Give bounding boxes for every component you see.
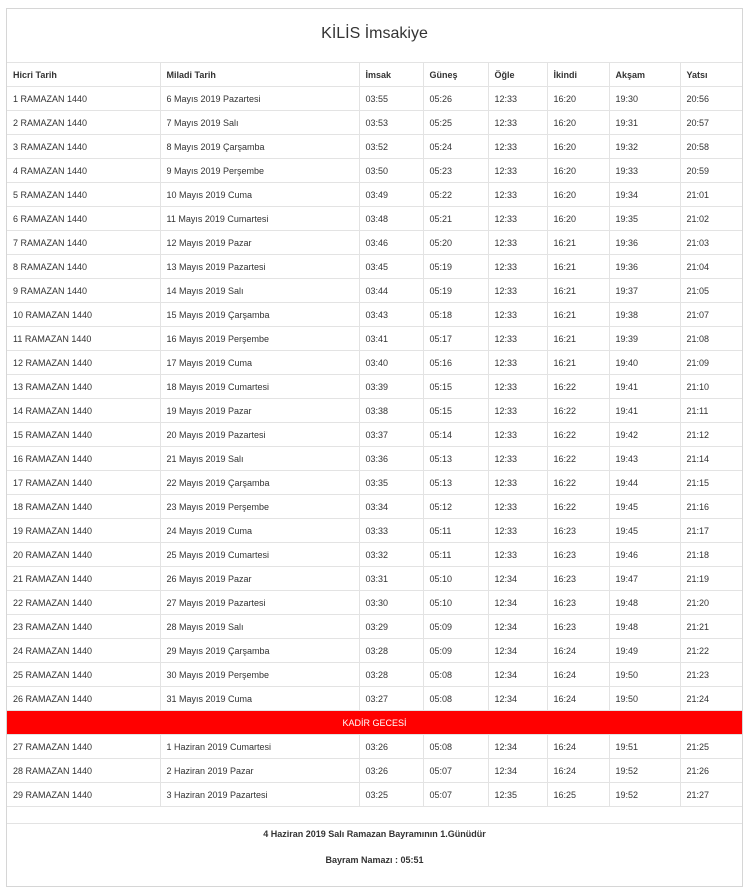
miladi-tarih-cell: 10 Mayıs 2019 Cuma bbox=[160, 183, 359, 207]
ikindi-cell: 16:23 bbox=[547, 543, 609, 567]
table-row bbox=[7, 231, 742, 255]
ogle-cell: 12:33 bbox=[488, 255, 547, 279]
gunes-cell: 05:07 bbox=[423, 783, 488, 807]
hicri-tarih-cell: 5 RAMAZAN 1440 bbox=[7, 183, 160, 207]
yatsi-cell: 21:10 bbox=[680, 375, 742, 399]
ikindi-cell: 16:21 bbox=[547, 303, 609, 327]
yatsi-cell: 21:22 bbox=[680, 639, 742, 663]
yatsi-cell: 21:12 bbox=[680, 423, 742, 447]
ogle-cell: 12:34 bbox=[488, 615, 547, 639]
aksam-cell: 19:31 bbox=[609, 111, 680, 135]
miladi-tarih-cell: 3 Haziran 2019 Pazartesi bbox=[160, 783, 359, 807]
ikindi-cell: 16:21 bbox=[547, 231, 609, 255]
imsak-cell: 03:43 bbox=[359, 303, 423, 327]
yatsi-cell: 20:57 bbox=[680, 111, 742, 135]
ikindi-cell: 16:22 bbox=[547, 471, 609, 495]
imsak-cell: 03:30 bbox=[359, 591, 423, 615]
gunes-cell: 05:13 bbox=[423, 447, 488, 471]
page-title: KİLİS İmsakiye bbox=[321, 25, 428, 42]
ogle-cell: 12:33 bbox=[488, 447, 547, 471]
imsak-cell: 03:53 bbox=[359, 111, 423, 135]
gunes-cell: 05:19 bbox=[423, 255, 488, 279]
hicri-tarih-cell: 3 RAMAZAN 1440 bbox=[7, 135, 160, 159]
aksam-cell: 19:51 bbox=[609, 735, 680, 759]
hicri-tarih-cell: 4 RAMAZAN 1440 bbox=[7, 159, 160, 183]
empty-cell bbox=[7, 807, 742, 831]
yatsi-cell: 21:24 bbox=[680, 687, 742, 711]
ogle-cell: 12:34 bbox=[488, 663, 547, 687]
ikindi-cell: 16:21 bbox=[547, 279, 609, 303]
hicri-tarih-cell: 6 RAMAZAN 1440 bbox=[7, 207, 160, 231]
miladi-tarih-cell: 7 Mayıs 2019 Salı bbox=[160, 111, 359, 135]
miladi-tarih-cell: 30 Mayıs 2019 Perşembe bbox=[160, 663, 359, 687]
ikindi-cell: 16:20 bbox=[547, 135, 609, 159]
ogle-cell: 12:35 bbox=[488, 783, 547, 807]
ogle-cell: 12:33 bbox=[488, 207, 547, 231]
yatsi-cell: 21:03 bbox=[680, 231, 742, 255]
hicri-tarih-cell: 22 RAMAZAN 1440 bbox=[7, 591, 160, 615]
yatsi-cell: 21:18 bbox=[680, 543, 742, 567]
ikindi-cell: 16:24 bbox=[547, 687, 609, 711]
imsak-cell: 03:38 bbox=[359, 399, 423, 423]
miladi-tarih-cell: 1 Haziran 2019 Cumartesi bbox=[160, 735, 359, 759]
imsak-cell: 03:31 bbox=[359, 567, 423, 591]
bayram-day-text: 4 Haziran 2019 Salı Ramazan Bayramının 1.Günüdür bbox=[263, 829, 486, 839]
imsak-cell: 03:28 bbox=[359, 639, 423, 663]
hicri-tarih-cell: 1 RAMAZAN 1440 bbox=[7, 87, 160, 111]
imsak-cell: 03:46 bbox=[359, 231, 423, 255]
aksam-cell: 19:48 bbox=[609, 591, 680, 615]
table-row bbox=[7, 87, 742, 111]
yatsi-cell: 21:16 bbox=[680, 495, 742, 519]
yatsi-cell: 21:11 bbox=[680, 399, 742, 423]
miladi-tarih-cell: 24 Mayıs 2019 Cuma bbox=[160, 519, 359, 543]
aksam-cell: 19:46 bbox=[609, 543, 680, 567]
hicri-tarih-cell: 27 RAMAZAN 1440 bbox=[7, 735, 160, 759]
hicri-tarih-cell: 24 RAMAZAN 1440 bbox=[7, 639, 160, 663]
aksam-cell: 19:50 bbox=[609, 663, 680, 687]
aksam-cell: 19:42 bbox=[609, 423, 680, 447]
table-row bbox=[7, 255, 742, 279]
ikindi-cell: 16:21 bbox=[547, 255, 609, 279]
imsakiye-table bbox=[7, 62, 742, 831]
gunes-cell: 05:07 bbox=[423, 759, 488, 783]
yatsi-cell: 21:08 bbox=[680, 327, 742, 351]
table-row bbox=[7, 399, 742, 423]
ikindi-cell: 16:20 bbox=[547, 183, 609, 207]
ogle-cell: 12:33 bbox=[488, 279, 547, 303]
column-header-miladi-tarih: Miladi Tarih bbox=[160, 63, 359, 87]
aksam-cell: 19:43 bbox=[609, 447, 680, 471]
imsak-cell: 03:39 bbox=[359, 375, 423, 399]
imsak-cell: 03:28 bbox=[359, 663, 423, 687]
ogle-cell: 12:34 bbox=[488, 759, 547, 783]
imsak-cell: 03:41 bbox=[359, 327, 423, 351]
gunes-cell: 05:21 bbox=[423, 207, 488, 231]
ogle-cell: 12:33 bbox=[488, 111, 547, 135]
gunes-cell: 05:08 bbox=[423, 663, 488, 687]
kadir-gecesi-label: KADİR GECESİ bbox=[7, 711, 742, 735]
aksam-cell: 19:48 bbox=[609, 615, 680, 639]
yatsi-cell: 20:58 bbox=[680, 135, 742, 159]
hicri-tarih-cell: 13 RAMAZAN 1440 bbox=[7, 375, 160, 399]
aksam-cell: 19:52 bbox=[609, 759, 680, 783]
hicri-tarih-cell: 12 RAMAZAN 1440 bbox=[7, 351, 160, 375]
aksam-cell: 19:49 bbox=[609, 639, 680, 663]
column-header-yatsi: Yatsı bbox=[680, 63, 742, 87]
hicri-tarih-cell: 20 RAMAZAN 1440 bbox=[7, 543, 160, 567]
miladi-tarih-cell: 9 Mayıs 2019 Perşembe bbox=[160, 159, 359, 183]
gunes-cell: 05:15 bbox=[423, 375, 488, 399]
column-header-aksam: Akşam bbox=[609, 63, 680, 87]
yatsi-cell: 21:17 bbox=[680, 519, 742, 543]
hicri-tarih-cell: 21 RAMAZAN 1440 bbox=[7, 567, 160, 591]
ogle-cell: 12:33 bbox=[488, 183, 547, 207]
ikindi-cell: 16:22 bbox=[547, 423, 609, 447]
yatsi-cell: 21:02 bbox=[680, 207, 742, 231]
hicri-tarih-cell: 14 RAMAZAN 1440 bbox=[7, 399, 160, 423]
yatsi-cell: 21:20 bbox=[680, 591, 742, 615]
ogle-cell: 12:33 bbox=[488, 423, 547, 447]
table-row bbox=[7, 735, 742, 759]
table-row bbox=[7, 543, 742, 567]
aksam-cell: 19:33 bbox=[609, 159, 680, 183]
table-row bbox=[7, 303, 742, 327]
table-row bbox=[7, 759, 742, 783]
ogle-cell: 12:34 bbox=[488, 591, 547, 615]
imsak-cell: 03:48 bbox=[359, 207, 423, 231]
table-row bbox=[7, 519, 742, 543]
miladi-tarih-cell: 28 Mayıs 2019 Salı bbox=[160, 615, 359, 639]
yatsi-cell: 21:21 bbox=[680, 615, 742, 639]
table-row bbox=[7, 351, 742, 375]
table-row bbox=[7, 783, 742, 807]
miladi-tarih-cell: 16 Mayıs 2019 Perşembe bbox=[160, 327, 359, 351]
gunes-cell: 05:24 bbox=[423, 135, 488, 159]
ikindi-cell: 16:20 bbox=[547, 207, 609, 231]
ikindi-cell: 16:22 bbox=[547, 375, 609, 399]
ikindi-cell: 16:21 bbox=[547, 327, 609, 351]
yatsi-cell: 21:23 bbox=[680, 663, 742, 687]
ogle-cell: 12:34 bbox=[488, 639, 547, 663]
ikindi-cell: 16:23 bbox=[547, 519, 609, 543]
gunes-cell: 05:09 bbox=[423, 615, 488, 639]
miladi-tarih-cell: 17 Mayıs 2019 Cuma bbox=[160, 351, 359, 375]
aksam-cell: 19:47 bbox=[609, 567, 680, 591]
miladi-tarih-cell: 26 Mayıs 2019 Pazar bbox=[160, 567, 359, 591]
yatsi-cell: 21:09 bbox=[680, 351, 742, 375]
imsak-cell: 03:50 bbox=[359, 159, 423, 183]
yatsi-cell: 21:26 bbox=[680, 759, 742, 783]
ikindi-cell: 16:24 bbox=[547, 735, 609, 759]
imsak-cell: 03:26 bbox=[359, 735, 423, 759]
hicri-tarih-cell: 8 RAMAZAN 1440 bbox=[7, 255, 160, 279]
imsak-cell: 03:49 bbox=[359, 183, 423, 207]
ogle-cell: 12:33 bbox=[488, 399, 547, 423]
table-row bbox=[7, 375, 742, 399]
gunes-cell: 05:22 bbox=[423, 183, 488, 207]
aksam-cell: 19:44 bbox=[609, 471, 680, 495]
table-row bbox=[7, 687, 742, 711]
table-header-row bbox=[7, 63, 742, 87]
gunes-cell: 05:10 bbox=[423, 591, 488, 615]
miladi-tarih-cell: 27 Mayıs 2019 Pazartesi bbox=[160, 591, 359, 615]
yatsi-cell: 21:07 bbox=[680, 303, 742, 327]
ogle-cell: 12:34 bbox=[488, 735, 547, 759]
aksam-cell: 19:36 bbox=[609, 255, 680, 279]
column-header-hicri-tarih: Hicri Tarih bbox=[7, 63, 160, 87]
column-header-ogle: Öğle bbox=[488, 63, 547, 87]
aksam-cell: 19:30 bbox=[609, 87, 680, 111]
ikindi-cell: 16:20 bbox=[547, 159, 609, 183]
miladi-tarih-cell: 31 Mayıs 2019 Cuma bbox=[160, 687, 359, 711]
hicri-tarih-cell: 28 RAMAZAN 1440 bbox=[7, 759, 160, 783]
imsak-cell: 03:34 bbox=[359, 495, 423, 519]
imsak-cell: 03:25 bbox=[359, 783, 423, 807]
ogle-cell: 12:33 bbox=[488, 159, 547, 183]
ogle-cell: 12:33 bbox=[488, 351, 547, 375]
yatsi-cell: 21:25 bbox=[680, 735, 742, 759]
table-row bbox=[7, 159, 742, 183]
ogle-cell: 12:33 bbox=[488, 327, 547, 351]
miladi-tarih-cell: 14 Mayıs 2019 Salı bbox=[160, 279, 359, 303]
hicri-tarih-cell: 7 RAMAZAN 1440 bbox=[7, 231, 160, 255]
table-row bbox=[7, 567, 742, 591]
gunes-cell: 05:14 bbox=[423, 423, 488, 447]
hicri-tarih-cell: 29 RAMAZAN 1440 bbox=[7, 783, 160, 807]
aksam-cell: 19:41 bbox=[609, 399, 680, 423]
hicri-tarih-cell: 23 RAMAZAN 1440 bbox=[7, 615, 160, 639]
imsak-cell: 03:52 bbox=[359, 135, 423, 159]
miladi-tarih-cell: 2 Haziran 2019 Pazar bbox=[160, 759, 359, 783]
ogle-cell: 12:33 bbox=[488, 303, 547, 327]
miladi-tarih-cell: 19 Mayıs 2019 Pazar bbox=[160, 399, 359, 423]
yatsi-cell: 21:14 bbox=[680, 447, 742, 471]
imsak-cell: 03:29 bbox=[359, 615, 423, 639]
aksam-cell: 19:38 bbox=[609, 303, 680, 327]
aksam-cell: 19:35 bbox=[609, 207, 680, 231]
ogle-cell: 12:33 bbox=[488, 543, 547, 567]
table-row bbox=[7, 423, 742, 447]
yatsi-cell: 21:27 bbox=[680, 783, 742, 807]
kadir-gecesi-row bbox=[7, 711, 742, 735]
aksam-cell: 19:45 bbox=[609, 519, 680, 543]
aksam-cell: 19:41 bbox=[609, 375, 680, 399]
gunes-cell: 05:12 bbox=[423, 495, 488, 519]
imsak-cell: 03:44 bbox=[359, 279, 423, 303]
miladi-tarih-cell: 20 Mayıs 2019 Pazartesi bbox=[160, 423, 359, 447]
ikindi-cell: 16:23 bbox=[547, 615, 609, 639]
hicri-tarih-cell: 25 RAMAZAN 1440 bbox=[7, 663, 160, 687]
table-row bbox=[7, 591, 742, 615]
miladi-tarih-cell: 23 Mayıs 2019 Perşembe bbox=[160, 495, 359, 519]
table-row bbox=[7, 183, 742, 207]
aksam-cell: 19:34 bbox=[609, 183, 680, 207]
ogle-cell: 12:33 bbox=[488, 87, 547, 111]
aksam-cell: 19:40 bbox=[609, 351, 680, 375]
footer-divider bbox=[7, 823, 742, 824]
hicri-tarih-cell: 19 RAMAZAN 1440 bbox=[7, 519, 160, 543]
table-row bbox=[7, 111, 742, 135]
hicri-tarih-cell: 10 RAMAZAN 1440 bbox=[7, 303, 160, 327]
hicri-tarih-cell: 11 RAMAZAN 1440 bbox=[7, 327, 160, 351]
ikindi-cell: 16:24 bbox=[547, 639, 609, 663]
yatsi-cell: 21:19 bbox=[680, 567, 742, 591]
ikindi-cell: 16:21 bbox=[547, 351, 609, 375]
imsak-cell: 03:32 bbox=[359, 543, 423, 567]
imsak-cell: 03:45 bbox=[359, 255, 423, 279]
ikindi-cell: 16:25 bbox=[547, 783, 609, 807]
table-row bbox=[7, 327, 742, 351]
ikindi-cell: 16:24 bbox=[547, 759, 609, 783]
ogle-cell: 12:33 bbox=[488, 135, 547, 159]
hicri-tarih-cell: 17 RAMAZAN 1440 bbox=[7, 471, 160, 495]
miladi-tarih-cell: 29 Mayıs 2019 Çarşamba bbox=[160, 639, 359, 663]
hicri-tarih-cell: 2 RAMAZAN 1440 bbox=[7, 111, 160, 135]
table-row bbox=[7, 135, 742, 159]
ikindi-cell: 16:23 bbox=[547, 591, 609, 615]
miladi-tarih-cell: 13 Mayıs 2019 Pazartesi bbox=[160, 255, 359, 279]
ikindi-cell: 16:24 bbox=[547, 663, 609, 687]
aksam-cell: 19:39 bbox=[609, 327, 680, 351]
gunes-cell: 05:09 bbox=[423, 639, 488, 663]
miladi-tarih-cell: 8 Mayıs 2019 Çarşamba bbox=[160, 135, 359, 159]
gunes-cell: 05:16 bbox=[423, 351, 488, 375]
imsak-cell: 03:35 bbox=[359, 471, 423, 495]
table-row bbox=[7, 447, 742, 471]
ogle-cell: 12:34 bbox=[488, 567, 547, 591]
imsak-cell: 03:27 bbox=[359, 687, 423, 711]
table-row bbox=[7, 471, 742, 495]
imsak-cell: 03:37 bbox=[359, 423, 423, 447]
aksam-cell: 19:36 bbox=[609, 231, 680, 255]
yatsi-cell: 21:05 bbox=[680, 279, 742, 303]
gunes-cell: 05:19 bbox=[423, 279, 488, 303]
ikindi-cell: 16:20 bbox=[547, 87, 609, 111]
gunes-cell: 05:25 bbox=[423, 111, 488, 135]
imsak-cell: 03:36 bbox=[359, 447, 423, 471]
gunes-cell: 05:13 bbox=[423, 471, 488, 495]
table-row bbox=[7, 615, 742, 639]
imsak-cell: 03:33 bbox=[359, 519, 423, 543]
miladi-tarih-cell: 6 Mayıs 2019 Pazartesi bbox=[160, 87, 359, 111]
ikindi-cell: 16:22 bbox=[547, 495, 609, 519]
miladi-tarih-cell: 12 Mayıs 2019 Pazar bbox=[160, 231, 359, 255]
miladi-tarih-cell: 21 Mayıs 2019 Salı bbox=[160, 447, 359, 471]
gunes-cell: 05:10 bbox=[423, 567, 488, 591]
miladi-tarih-cell: 25 Mayıs 2019 Cumartesi bbox=[160, 543, 359, 567]
column-header-ikindi: İkindi bbox=[547, 63, 609, 87]
column-header-imsak: İmsak bbox=[359, 63, 423, 87]
yatsi-cell: 21:15 bbox=[680, 471, 742, 495]
yatsi-cell: 21:04 bbox=[680, 255, 742, 279]
miladi-tarih-cell: 18 Mayıs 2019 Cumartesi bbox=[160, 375, 359, 399]
miladi-tarih-cell: 22 Mayıs 2019 Çarşamba bbox=[160, 471, 359, 495]
hicri-tarih-cell: 9 RAMAZAN 1440 bbox=[7, 279, 160, 303]
hicri-tarih-cell: 26 RAMAZAN 1440 bbox=[7, 687, 160, 711]
imsak-cell: 03:40 bbox=[359, 351, 423, 375]
aksam-cell: 19:45 bbox=[609, 495, 680, 519]
gunes-cell: 05:08 bbox=[423, 735, 488, 759]
gunes-cell: 05:26 bbox=[423, 87, 488, 111]
aksam-cell: 19:50 bbox=[609, 687, 680, 711]
hicri-tarih-cell: 16 RAMAZAN 1440 bbox=[7, 447, 160, 471]
table-row bbox=[7, 495, 742, 519]
hicri-tarih-cell: 18 RAMAZAN 1440 bbox=[7, 495, 160, 519]
aksam-cell: 19:52 bbox=[609, 783, 680, 807]
column-header-gunes: Güneş bbox=[423, 63, 488, 87]
gunes-cell: 05:11 bbox=[423, 543, 488, 567]
table-row bbox=[7, 663, 742, 687]
ikindi-cell: 16:22 bbox=[547, 447, 609, 471]
ogle-cell: 12:33 bbox=[488, 231, 547, 255]
table-row bbox=[7, 207, 742, 231]
bayram-namazi-text: Bayram Namazı : 05:51 bbox=[325, 855, 424, 865]
gunes-cell: 05:23 bbox=[423, 159, 488, 183]
imsakiye-panel bbox=[6, 8, 743, 887]
ogle-cell: 12:33 bbox=[488, 375, 547, 399]
ogle-cell: 12:33 bbox=[488, 519, 547, 543]
gunes-cell: 05:15 bbox=[423, 399, 488, 423]
yatsi-cell: 20:56 bbox=[680, 87, 742, 111]
ogle-cell: 12:34 bbox=[488, 687, 547, 711]
empty-row bbox=[7, 807, 742, 831]
table-row bbox=[7, 639, 742, 663]
yatsi-cell: 20:59 bbox=[680, 159, 742, 183]
ogle-cell: 12:33 bbox=[488, 495, 547, 519]
gunes-cell: 05:08 bbox=[423, 687, 488, 711]
ikindi-cell: 16:20 bbox=[547, 111, 609, 135]
ikindi-cell: 16:23 bbox=[547, 567, 609, 591]
ikindi-cell: 16:22 bbox=[547, 399, 609, 423]
gunes-cell: 05:20 bbox=[423, 231, 488, 255]
gunes-cell: 05:11 bbox=[423, 519, 488, 543]
miladi-tarih-cell: 15 Mayıs 2019 Çarşamba bbox=[160, 303, 359, 327]
hicri-tarih-cell: 15 RAMAZAN 1440 bbox=[7, 423, 160, 447]
table-row bbox=[7, 279, 742, 303]
yatsi-cell: 21:01 bbox=[680, 183, 742, 207]
ogle-cell: 12:33 bbox=[488, 471, 547, 495]
imsak-cell: 03:55 bbox=[359, 87, 423, 111]
imsak-cell: 03:26 bbox=[359, 759, 423, 783]
gunes-cell: 05:17 bbox=[423, 327, 488, 351]
miladi-tarih-cell: 11 Mayıs 2019 Cumartesi bbox=[160, 207, 359, 231]
gunes-cell: 05:18 bbox=[423, 303, 488, 327]
aksam-cell: 19:32 bbox=[609, 135, 680, 159]
aksam-cell: 19:37 bbox=[609, 279, 680, 303]
